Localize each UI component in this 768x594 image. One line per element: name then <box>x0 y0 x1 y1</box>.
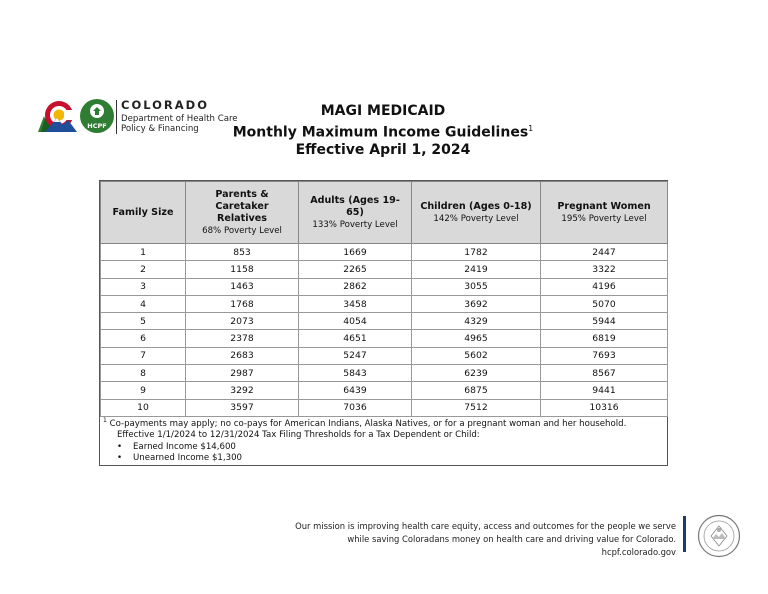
table-cell: 1782 <box>412 244 541 261</box>
website-link[interactable]: hcpf.colorado.gov <box>601 547 676 557</box>
table-cell: 10316 <box>541 399 668 416</box>
table-cell: 3458 <box>299 295 412 312</box>
table-cell: 10 <box>101 399 186 416</box>
table-cell: 2 <box>101 261 186 278</box>
footer-accent-bar <box>683 516 686 552</box>
table-cell: 4651 <box>299 330 412 347</box>
table-cell: 7512 <box>412 399 541 416</box>
hcpf-badge-icon <box>79 98 115 134</box>
table-cell: 2683 <box>186 347 299 364</box>
table-cell: 9441 <box>541 382 668 399</box>
hcpf-logo <box>35 98 245 138</box>
table-cell: 5 <box>101 313 186 330</box>
table-cell: 6819 <box>541 330 668 347</box>
header-sub: 142% Poverty Level <box>433 213 519 224</box>
table-cell: 4 <box>101 295 186 312</box>
header-parents-caretaker <box>186 182 299 244</box>
footnote-tax-thresholds: Effective 1/1/2024 to 12/31/2024 Tax Filing Thresholds for a Tax Dependent or Child: <box>117 430 480 441</box>
income-guidelines-box <box>99 180 668 466</box>
table-cell: 7693 <box>541 347 668 364</box>
table-row <box>101 399 668 416</box>
dept-name-line2: Policy & Financing <box>121 124 199 134</box>
table-row <box>101 382 668 399</box>
table-cell: 8 <box>101 365 186 382</box>
footnote-copay <box>103 415 663 430</box>
footnote-copay-text: Co-payments may apply; no co-pays for American Indians, Alaska Natives, or for a pregnant woman and her household. <box>109 418 627 429</box>
state-seal-icon <box>697 514 741 558</box>
table-cell: 3692 <box>412 295 541 312</box>
table-cell: 3292 <box>186 382 299 399</box>
table-cell: 5247 <box>299 347 412 364</box>
mission-line2: while saving Coloradans money on health care and driving value for Colorado. <box>347 534 676 544</box>
bullet-unearned-income <box>103 453 663 465</box>
table-cell: 2073 <box>186 313 299 330</box>
table-cell: 6875 <box>412 382 541 399</box>
table-cell: 4054 <box>299 313 412 330</box>
header-sub: 195% Poverty Level <box>561 213 647 224</box>
table-row <box>101 244 668 261</box>
table-row <box>101 365 668 382</box>
title-footnote-mark: 1 <box>528 124 534 133</box>
table-row <box>101 330 668 347</box>
bullet-text: Unearned Income $1,300 <box>133 453 243 464</box>
title-line1: MAGI MEDICAID <box>320 103 446 119</box>
table-row <box>101 261 668 278</box>
table-cell: 4965 <box>412 330 541 347</box>
table-cell: 2862 <box>299 278 412 295</box>
table-cell: 3055 <box>412 278 541 295</box>
table-cell: 6 <box>101 330 186 347</box>
bullet-text: Earned Income $14,600 <box>133 441 236 452</box>
table-header-row <box>101 182 668 244</box>
header-main: Pregnant Women <box>557 200 651 212</box>
hcpf-badge-text: HCPF <box>87 122 107 130</box>
table-row <box>101 295 668 312</box>
colorado-flag-icon <box>35 98 77 134</box>
header-main: Adults (Ages 19-65) <box>310 194 400 218</box>
income-guidelines-table <box>100 181 668 417</box>
table-cell: 2265 <box>299 261 412 278</box>
table-cell: 3322 <box>541 261 668 278</box>
title-line3: Effective April 1, 2024 <box>295 141 471 158</box>
logo-divider <box>116 100 117 134</box>
table-cell: 6439 <box>299 382 412 399</box>
table-footnotes <box>103 415 663 465</box>
header-pregnant-women <box>541 182 668 244</box>
table-cell: 2447 <box>541 244 668 261</box>
header-sub: 133% Poverty Level <box>312 219 398 230</box>
table-cell: 1 <box>101 244 186 261</box>
table-cell: 2378 <box>186 330 299 347</box>
bullet-earned-income <box>103 442 663 454</box>
table-cell: 8567 <box>541 365 668 382</box>
table-cell: 5944 <box>541 313 668 330</box>
header-children <box>412 182 541 244</box>
header-adults <box>299 182 412 244</box>
table-cell: 4196 <box>541 278 668 295</box>
mission-line1: Our mission is improving health care equity, access and outcomes for the people we serve <box>295 521 676 531</box>
table-cell: 853 <box>186 244 299 261</box>
header-main: Children (Ages 0-18) <box>420 200 532 212</box>
dept-name-line1: Department of Health Care <box>121 114 238 124</box>
table-cell: 3597 <box>186 399 299 416</box>
title-line2 <box>230 120 536 142</box>
table-cell: 4329 <box>412 313 541 330</box>
document-title <box>230 103 536 159</box>
table-cell: 7 <box>101 347 186 364</box>
table-cell: 5602 <box>412 347 541 364</box>
header-main: Family Size <box>112 206 174 218</box>
footnote-mark: 1 <box>103 417 107 424</box>
table-cell: 5843 <box>299 365 412 382</box>
table-cell: 1158 <box>186 261 299 278</box>
table-cell: 2419 <box>412 261 541 278</box>
table-cell: 1463 <box>186 278 299 295</box>
table-cell: 9 <box>101 382 186 399</box>
table-row <box>101 347 668 364</box>
bullet-icon: • <box>117 441 123 452</box>
table-cell: 5070 <box>541 295 668 312</box>
header-sub: 68% Poverty Level <box>202 225 282 236</box>
title-line2-text: Monthly Maximum Income Guidelines <box>232 124 529 141</box>
bullet-icon: • <box>117 453 123 464</box>
table-cell: 1768 <box>186 295 299 312</box>
table-cell: 7036 <box>299 399 412 416</box>
table-cell: 1669 <box>299 244 412 261</box>
table-cell: 2987 <box>186 365 299 382</box>
header-main: Parents & Caretaker Relatives <box>215 188 269 224</box>
mission-statement <box>295 520 676 559</box>
table-cell: 3 <box>101 278 186 295</box>
org-name: COLORADO <box>121 98 209 112</box>
table-row <box>101 278 668 295</box>
table-cell: 6239 <box>412 365 541 382</box>
table-row <box>101 313 668 330</box>
header-family-size <box>101 182 186 244</box>
